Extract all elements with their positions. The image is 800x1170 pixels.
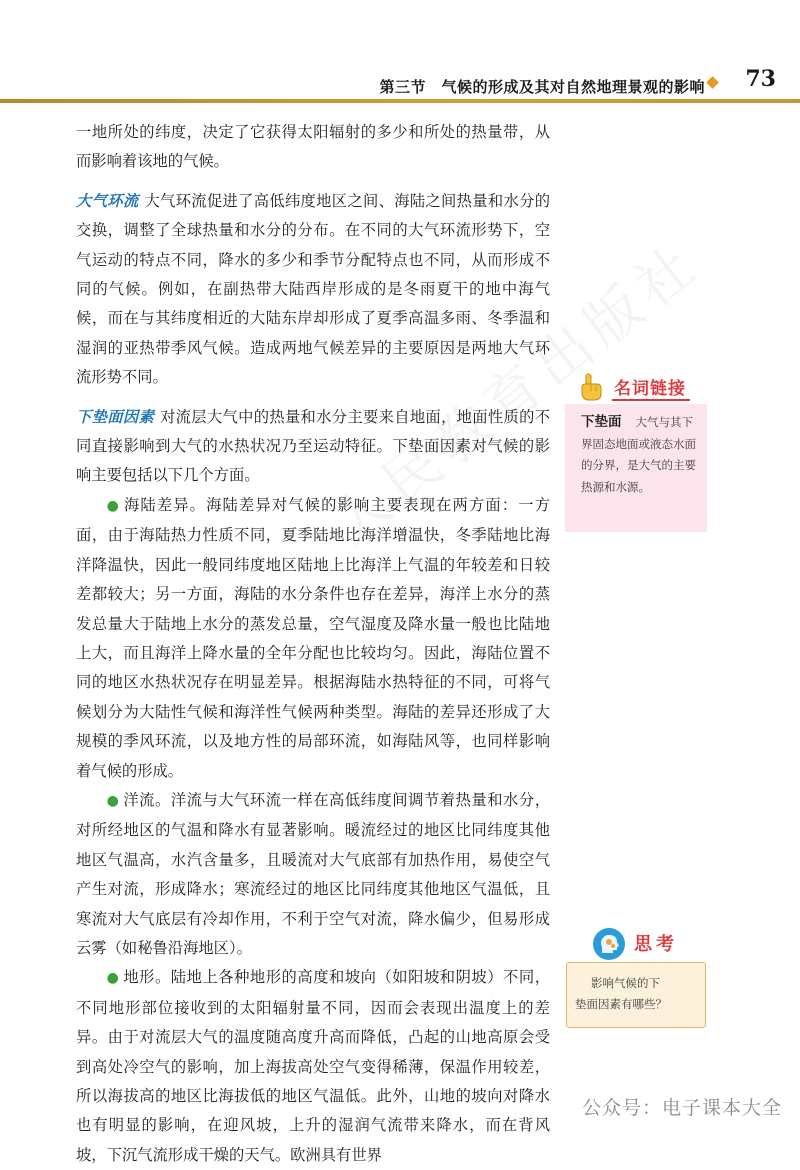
pointing-hand-icon [577,372,605,402]
green-dot-bullet-icon: ● [106,970,120,987]
paragraph-text: 大气环流促进了高低纬度地区之间、海陆之间热量和水分的交换，调整了全球热量和水分的分布。在不同的大气环流形势下，空气运动的特点不同，降水的多少和季节分配特点也不同，从而形成不同的气候。例如，在副热带大陆西岸形成的是冬雨夏干的地中海气候，而在与其纬度相近的大陆东岸却形成了夏季高温多雨、冬季温和湿润的亚热带季风气候。造成两地气候差异的主要原因是两地大气环流形势不同。 [76,191,550,387]
paragraph-latitude: 一地所处的纬度，决定了它获得太阳辐射的多少和所处的热量带，从而影响着该地的气候。 [76,123,550,171]
term-atmospheric-circulation: 大气环流 [76,191,139,210]
paragraph-underlying-surface [76,403,550,491]
glossary-term: 下垫面 [581,414,622,430]
source-watermark: 公众号：电子课本大全 [581,1097,782,1119]
paragraph-terrain [76,963,550,1170]
chapter-section-title: 第三节 气候的形成及其对自然地理景观的影响 [379,78,705,96]
paragraph-text: 对流层大气中的热量和水分主要来自地面，地面性质的不同直接影响到大气的水热状况乃至运动特征。下垫面因素对气候的影响主要包括以下几个方面。 [76,407,550,485]
head-gears-icon [592,927,626,961]
term-link-title: 名词链接 [614,379,686,399]
term-underlying-surface: 下垫面因素 [76,407,155,426]
diamond-icon [706,76,719,89]
green-dot-bullet-icon: ● [106,792,120,809]
paragraph-text: 地形。陆地上各种地形的高度和坡向（如阳坡和阴坡）不同，不同地形部位接收到的太阳辐射量不同，因而会表现出温度上的差异。由于对流层大气的温度随高度升高而降低，凸起的山地高原会受到高处冷空气的影响，加上海拔高处空气变得稀薄，保温作用较差，所以海拔高的地区比海拔低的地区气温低。此外，山地的坡向对降水也有明显的影响，在迎风坡，上升的湿润气流带来降水，而在背风坡，下沉气流形成干燥的天气。欧洲具有世界 [76,968,550,1164]
glossary-definition: 大气与其下界固态地面或液态水面的分界，是大气的主要热源和水源。 [581,415,696,494]
paragraph-text: 洋流。洋流与大气环流一样在高低纬度间调节着热量和水分，对所经地区的气温和降水有显著影响。暖流经过的地区比同纬度其他地区气温高，水汽含量多，且暖流对大气底部有加热作用，易使空气产生对流，形成降水；寒流经过的地区比同纬度其他地区气温低，且寒流对大气底层有冷却作用，不利于空气对流，降水偏少，但易形成云雾（如秘鲁沿海地区）。 [76,790,550,957]
paragraph-land-sea [76,491,550,786]
paragraph-atmospheric-circulation [76,187,550,393]
green-dot-bullet-icon: ● [106,497,120,514]
header-rule [0,99,800,103]
paragraph-ocean-currents [76,786,550,963]
term-link-underline [612,399,690,401]
think-question-line: 垫面因素有哪些？ [575,997,667,1011]
term-link-box [565,404,707,532]
think-box [566,962,706,1028]
main-text-column [76,118,550,1170]
think-title: 思考 [634,934,678,955]
page-number: 73 [745,66,776,92]
think-question-line: 影响气候的下 [591,976,660,990]
paragraph-text: 海陆差异。海陆差异对气候的影响主要表现在两方面：一方面，由于海陆热力性质不同，夏季陆地比海洋增温快，冬季陆地比海洋降温快，因此一般同纬度地区陆地上比海洋上气温的年较差和日较差都较大；另一方面，海陆的水分条件也存在差异，海洋上水分的蒸发总量大于陆地上水分的蒸发总量，空气湿度及降水量一般也比陆地上大，而且海洋上降水量的全年分配也比较均匀。因此，海陆位置不同的地区水热状况存在明显差异。根据海陆水热特征的不同，可将气候划分为大陆性气候和海洋性气候两种类型。海陆的差异还形成了大规模的季风环流，以及地方性的局部环流，如海陆风等，也同样影响着气候的形成。 [76,495,550,780]
